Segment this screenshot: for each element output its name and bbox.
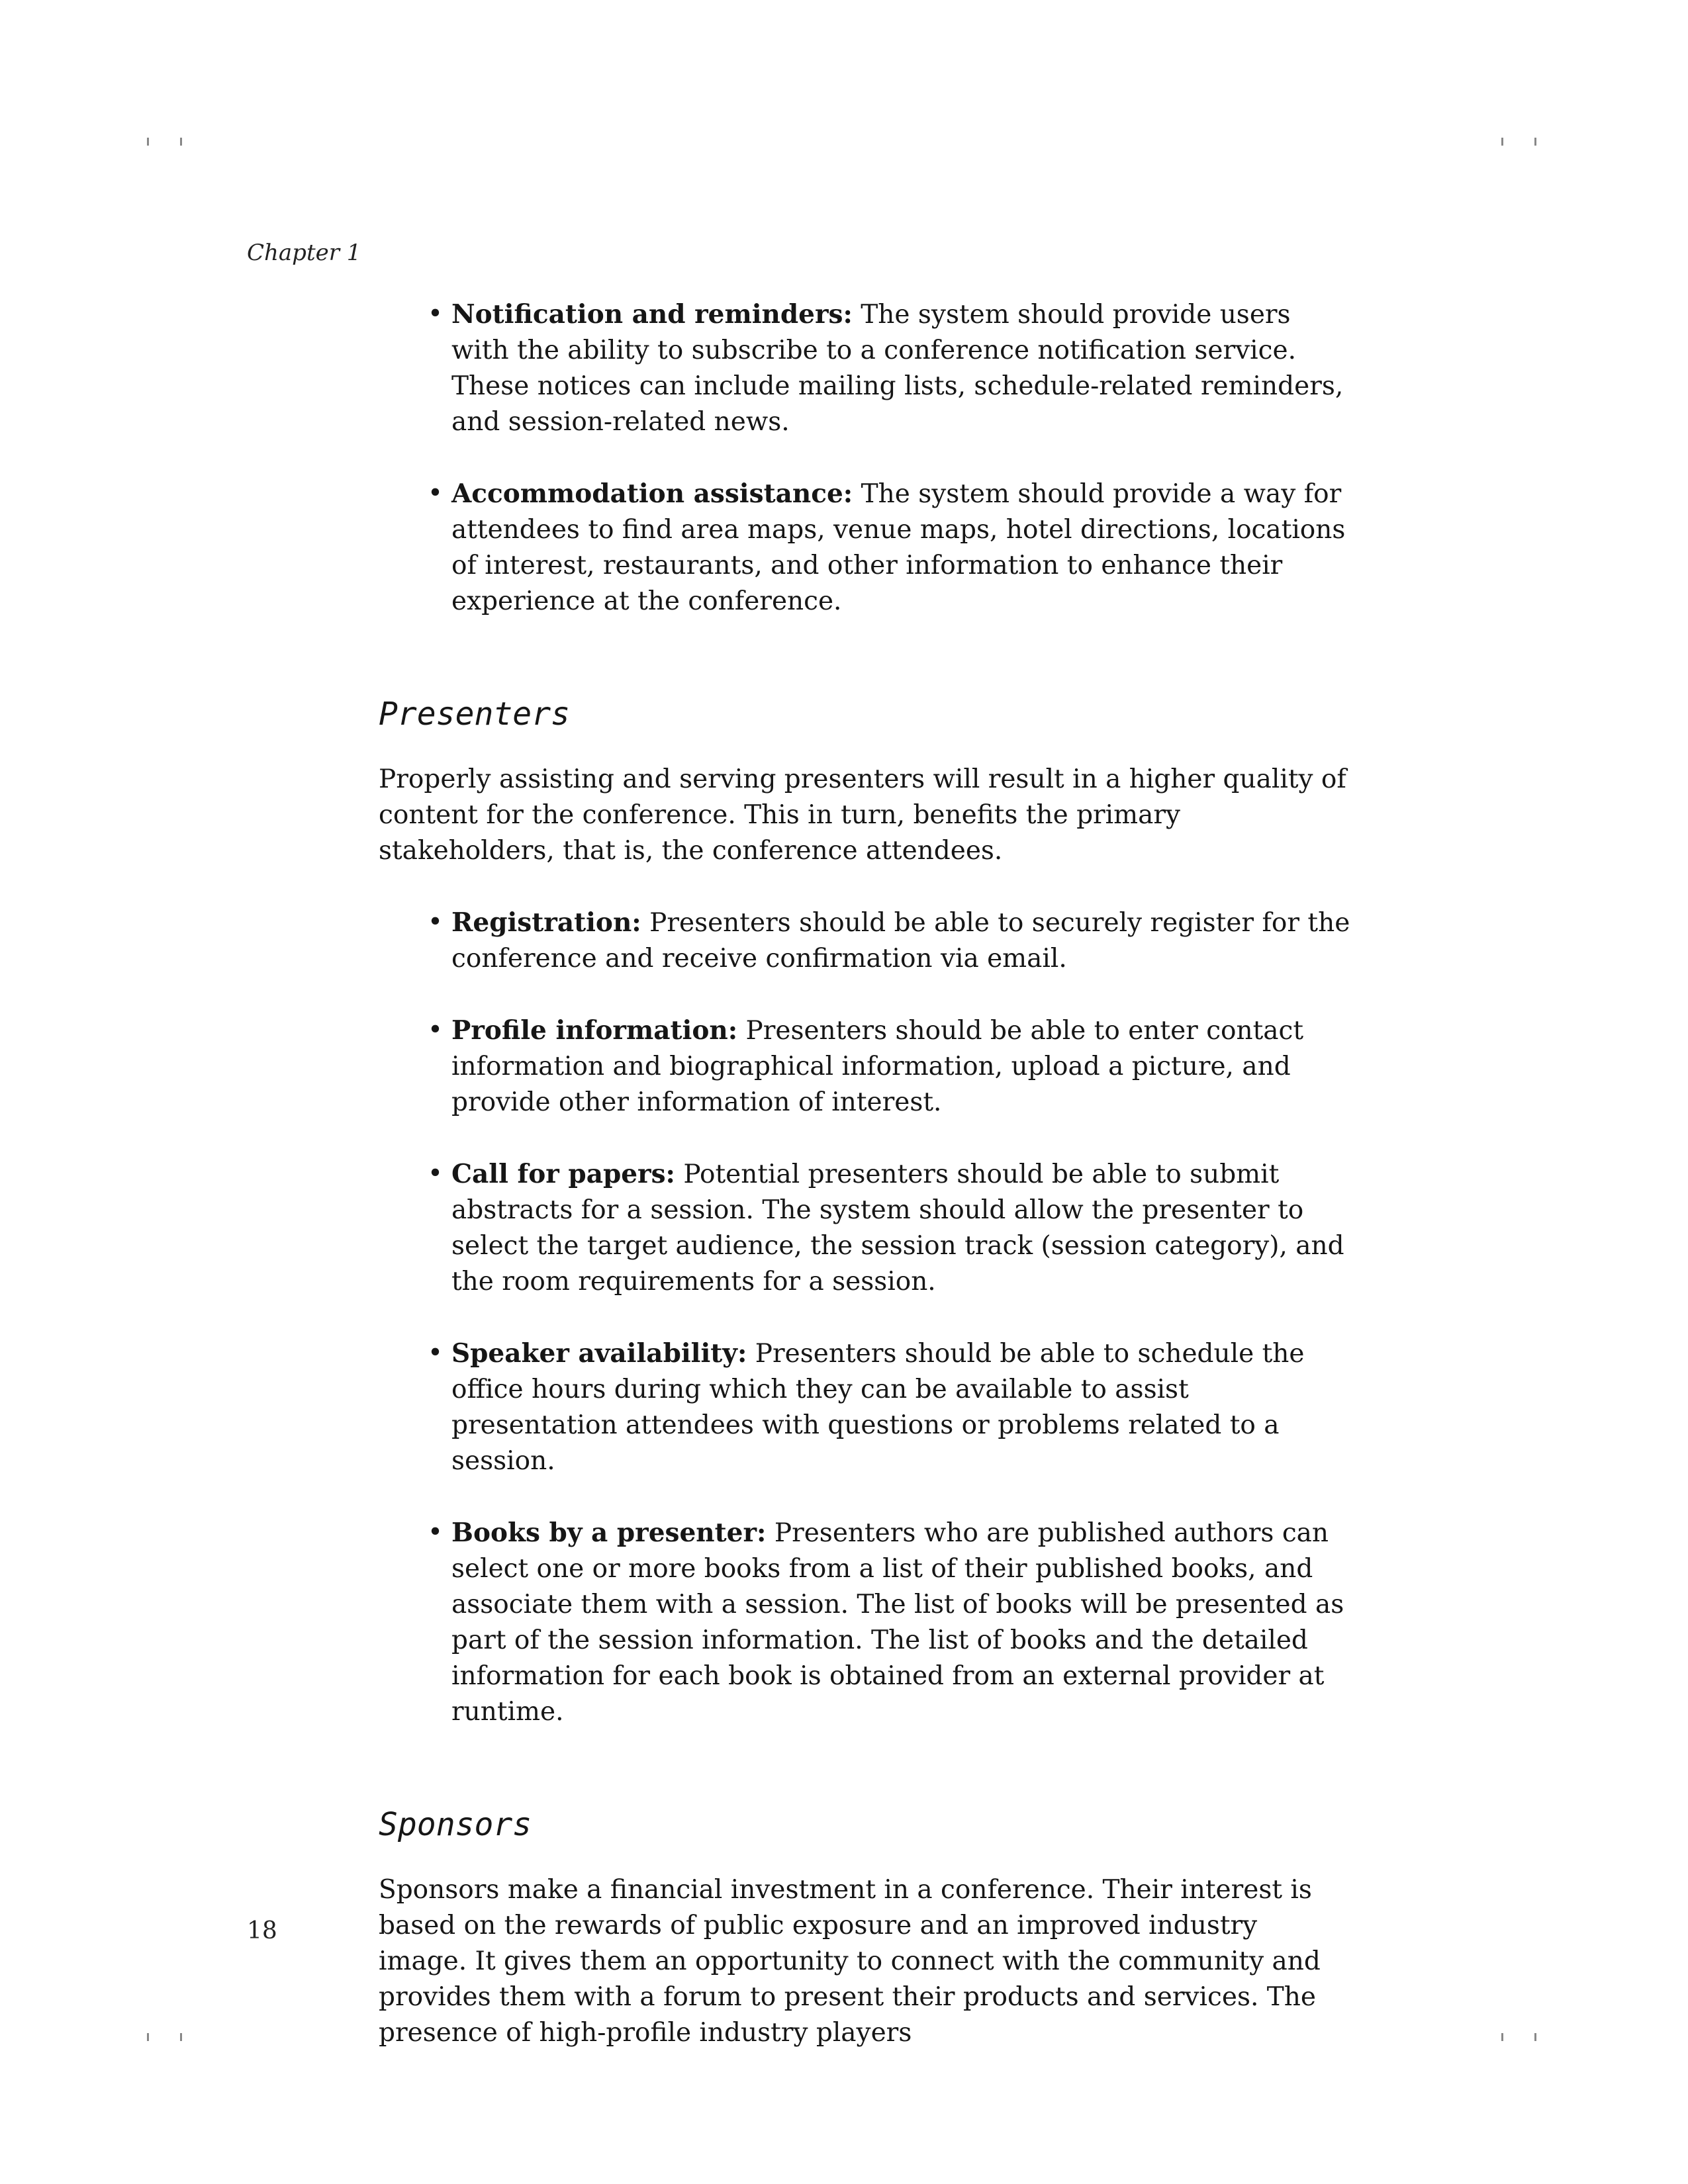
crop-mark-bottom-left-1 [147,2033,149,2041]
bullet-text: The system should provide users with the ability to subscribe to a conference notification service. These notices can include mailing lists, schedule-related reminders, and session-related news. [451,300,1344,437]
bullet-term: Notification and reminders: [451,299,853,330]
crop-mark-top-right-1 [1501,138,1503,146]
crop-mark-top-left-2 [180,138,182,146]
list-item [379,1515,1352,1730]
bullet-term: Profile information: [451,1015,738,1046]
bullet-text: Presenters should be able to schedule the office hours during which they can be available to assist presentation attendees with questions or problems related to a session. [451,1339,1305,1476]
bullet-text: Presenters who are published authors can select one or more books from a list of their published books, and associate them with a session. The list of books will be presented as part of the session information. The list of books and the detailed information for each book is obtained from an external provider at runtime. [451,1518,1344,1727]
presenter-bullet-list [379,905,1352,1730]
running-header: Chapter 1 [247,240,361,266]
list-item [379,1156,1352,1300]
page-number: 18 [247,1917,277,1944]
crop-mark-top-left-1 [147,138,149,146]
list-item [379,476,1352,619]
crop-mark-bottom-left-2 [180,2033,182,2041]
crop-mark-top-right-2 [1534,138,1536,146]
bullet-term: Registration: [451,907,641,938]
list-item [379,296,1352,440]
bullet-term: Call for papers: [451,1159,675,1189]
section-heading-sponsors: Sponsors [379,1806,532,1843]
list-item [379,905,1352,977]
bullet-text: Presenters should be able to securely register for the conference and receive confirmation via email. [451,908,1350,974]
presenters-intro-paragraph: Properly assisting and serving presenters will result in a higher quality of content for the conference. This in turn, benefits the primary stakeholders, that is, the conference attendees. [379,764,1346,866]
section-heading-presenters: Presenters [379,696,570,733]
crop-mark-bottom-right-2 [1534,2033,1536,2041]
bullet-term: Books by a presenter: [451,1518,767,1548]
bullet-text: The system should provide a way for attendees to find area maps, venue maps, hotel directions, locations of interest, restaurants, and other information to enhance their experience at the conference. [451,479,1346,616]
bullet-text: Potential presenters should be able to submit abstracts for a session. The system should allow the presenter to select the target audience, the session track (session category), and the room requirements for a session. [451,1160,1344,1297]
attendee-bullet-list [379,296,1352,619]
crop-mark-bottom-right-1 [1501,2033,1503,2041]
page-content [379,296,1352,2051]
list-item [379,1336,1352,1479]
sponsors-intro-paragraph: Sponsors make a financial investment in a conference. Their interest is based on the rewards of public exposure and an improved industry image. It gives them an opportunity to connect with the community and provides them with a forum to present their products and services. The presence of high-profile industry players [379,1875,1321,2048]
bullet-term: Accommodation assistance: [451,478,853,509]
list-item [379,1013,1352,1120]
bullet-term: Speaker availability: [451,1338,747,1369]
bullet-text: Presenters should be able to enter contact information and biographical information, upload a picture, and provide other information of interest. [451,1016,1304,1117]
